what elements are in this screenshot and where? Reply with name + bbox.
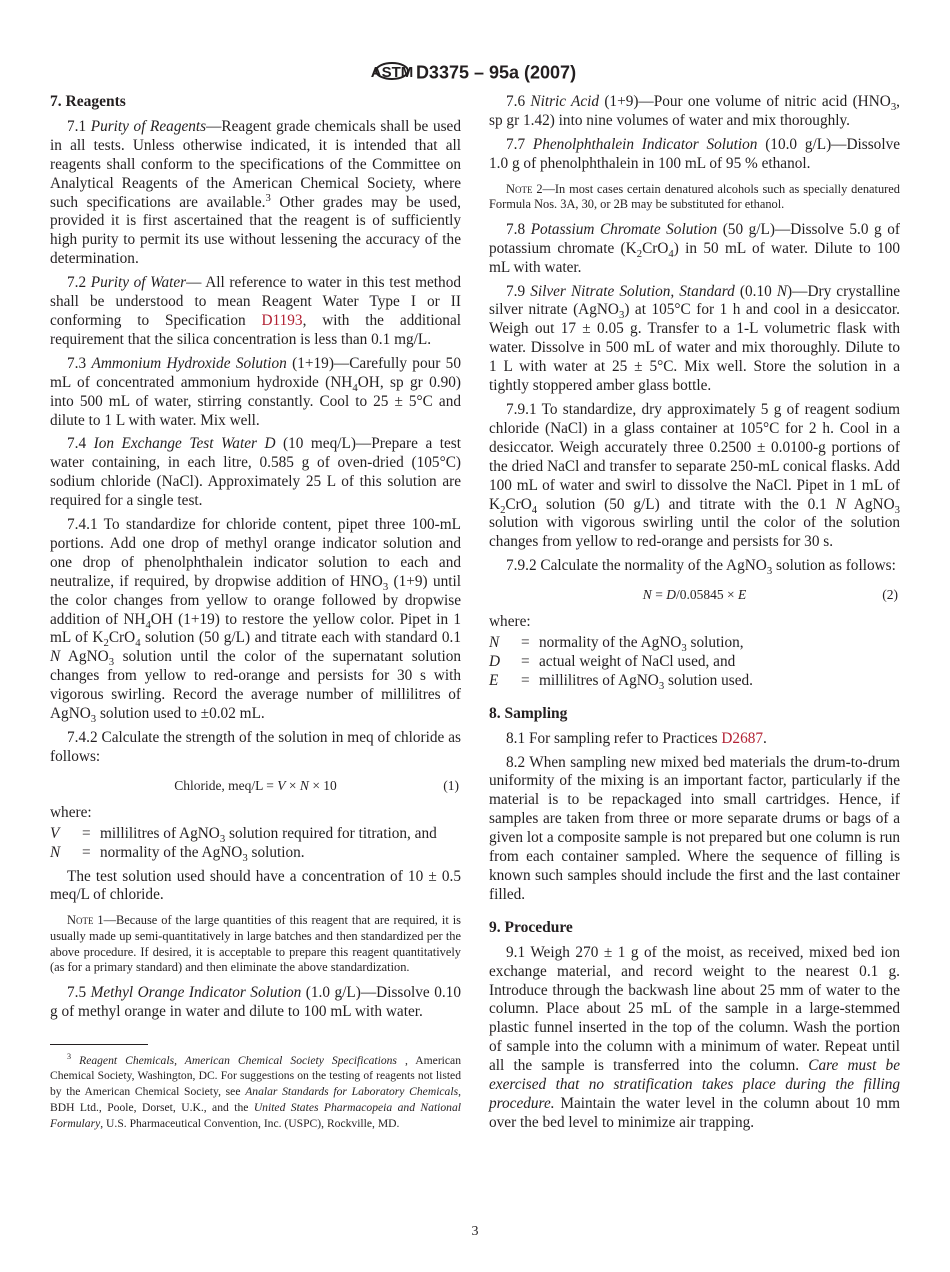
text-run: normality of the AgNO	[100, 843, 243, 861]
subscript: 3	[219, 832, 226, 845]
equation-1-expression	[50, 777, 461, 796]
italic-text: Ammonium Hydroxide Solution	[91, 354, 287, 372]
italic-text: V	[277, 777, 286, 793]
subscript: 3	[681, 642, 687, 655]
subscript: 3	[766, 565, 773, 578]
subscript: 3	[382, 580, 389, 593]
text-run: (50 g/L)—Dissolve 5.0 g of potassium chromate (K	[489, 220, 900, 257]
paragraph-7-8	[489, 221, 900, 278]
text-run: =	[651, 587, 667, 603]
text-run: solution until the color of the supernatant solution changes from yellow to red-orange and persists for 30 s with vigorous swirling. Record the average number of millilitres of AgNO	[50, 648, 461, 723]
subscript: 2	[500, 503, 506, 516]
italic-text: United States Pharmacopeia and National Formulary	[50, 1100, 461, 1130]
text-run: 9.1 Weigh 270 ± 1 g of the moist, as received, mixed bed ion exchange material, and record weight to the nearest 0.1 g. Introduce through the backwash line about 25 mm of water to the column. Place about 25 mL of the sample in a large-stemmed plastic funnel inserted in the top of the column. Wash the portion of sample into the column with a minimum of water. Repeat until all the sample is transferred into the column.	[489, 943, 900, 1075]
italic-text: Nitric Acid	[530, 93, 600, 110]
subscript: 3	[618, 309, 625, 322]
text-run: solution with vigorous swirling until the color of the solution changes from yellow to red-orange and persists for 30 s.	[489, 514, 900, 551]
definition-text	[100, 844, 461, 863]
text-run: , American Chemical Society, Washington, DC. For suggestions on the testing of reagents not listed by the American Chemical Society, see	[50, 1053, 461, 1099]
text-run: solution (50 g/L) and titrate each with standard 0.1	[140, 629, 461, 647]
text-run: The test solution used should have a concentration of 10 ± 0.5 meq/L of chloride.	[50, 867, 461, 904]
definition-row	[50, 825, 461, 844]
definition-text	[100, 825, 461, 844]
subscript: 3	[108, 656, 115, 669]
text-run: solution,	[686, 634, 744, 652]
text-run: , BDH Ltd., Poole, Dorset, U.K., and the	[50, 1085, 461, 1114]
definition-text	[539, 634, 900, 653]
paragraph-7-9	[489, 283, 900, 396]
text-run: )—Dry crystalline silver nitrate (AgNO	[489, 282, 901, 319]
text-run: solution.	[247, 843, 305, 861]
text-run: (1+19)—Carefully pour 50 mL of concentrated ammonium hydroxide (NH	[50, 354, 461, 391]
italic-text: N	[835, 495, 846, 513]
section-heading-procedure: 9. Procedure	[489, 918, 573, 936]
text-run: millilitres of AgNO	[539, 671, 659, 689]
paragraph-7-7	[489, 136, 900, 174]
subscript: 3	[242, 851, 248, 864]
text-run: 7.3	[67, 354, 92, 372]
text-run: 7.4.1 To standardize for chloride content, pipet three 100-mL portions. Add one drop of methyl orange indicator solution and one drop of phenolphthalein indicator solution to each and neutralize, if required, by dropwise addition of HNO	[50, 516, 461, 590]
text-run: Other grades may be used, provided it is first ascertained that the reagent is of sufficiently high purity to permit its use without lessening the accuracy of the determination.	[50, 193, 461, 268]
section-heading-sampling: 8. Sampling	[489, 704, 568, 722]
section-heading-reagents: 7. Reagents	[50, 93, 126, 110]
text-run: .	[763, 729, 767, 747]
text-run: (1+9)—Pour one volume of nitric acid (HNO	[599, 93, 891, 110]
definition-symbol: V	[50, 824, 60, 842]
text-run: , U.S. Pharmaceutical Convention, Inc. (USPC), Rockville, MD.	[100, 1116, 400, 1130]
text-run: , with the additional requirement that the silica concentration is less than 0.1 mg/L.	[50, 311, 461, 348]
paragraph-7-1	[50, 118, 461, 269]
text-run: Maintain the water level in the column about 10 mm over the bed level to minimize air trapping.	[489, 1094, 900, 1131]
text-run: /0.05845 ×	[675, 587, 738, 603]
document-link[interactable]: D2687	[721, 729, 764, 747]
equation-1-number: (1)	[443, 777, 459, 793]
text-run: solution as follows:	[772, 557, 896, 575]
subscript: 3	[890, 101, 897, 114]
note-2	[489, 182, 900, 213]
note-label: Note	[67, 913, 94, 928]
text-run: 7.5	[67, 983, 91, 1001]
where-label: where:	[489, 613, 531, 631]
italic-text: Phenolphthalein Indicator Solution	[532, 135, 758, 153]
text-run: 7.4	[67, 435, 94, 453]
definition-symbol: N	[489, 634, 500, 652]
astm-logo-icon	[370, 56, 414, 91]
paragraph-7-6	[489, 93, 900, 131]
subscript: 3	[894, 503, 900, 516]
text-run: 8.1 For sampling refer to Practices	[506, 729, 722, 747]
text-run: (1.0 g/L)—Dissolve 0.10 g of methyl orange in water and dilute to 100 mL with water.	[50, 983, 461, 1020]
text-run: OH (1+19) to restore the yellow color. Pipet in 1 mL of K	[50, 610, 461, 647]
text-run: solution required for titration, and	[225, 824, 437, 842]
paragraph-7-9-1	[489, 401, 900, 552]
text-run: 7.2	[67, 274, 91, 292]
text-run: 7.1	[67, 117, 91, 135]
where-label: where:	[50, 803, 92, 821]
designation: D3375 – 95a (2007)	[415, 62, 577, 83]
equation-1	[50, 777, 461, 796]
right-column	[489, 93, 900, 1138]
subscript: 4	[668, 247, 674, 260]
italic-text: Reagent Chemicals, American Chemical Society Specifications	[79, 1053, 397, 1067]
text-run: 7.8	[506, 220, 531, 238]
subscript: 4	[135, 637, 141, 650]
paragraph-7-4-2	[50, 729, 461, 767]
definition-text	[539, 653, 900, 672]
text-run: — All reference to water in this test method shall be understood to mean Reagent Water Type I or II conforming to Specification	[50, 274, 461, 329]
definition-row	[50, 844, 461, 863]
equals-sign: =	[521, 671, 530, 689]
definitions-2	[489, 634, 900, 691]
italic-text: Potassium Chromate Solution	[530, 220, 718, 238]
definitions-1	[50, 825, 461, 863]
subscript: 3	[90, 713, 97, 726]
subscript: 4	[531, 503, 538, 516]
paragraph-8-2	[489, 754, 900, 905]
paragraph-7-5	[50, 984, 461, 1022]
text-run: 1—Because of the large quantities of this reagent that are required, it is usually made up semi-quantitatively in large batches and then standardized per the above procedure. If desired, it is acceptable to prepare this reagent quantitatively (as for a primary standard) and then eliminate the above standardization.	[50, 913, 461, 975]
text-run	[71, 1054, 79, 1067]
paragraph-8-1	[489, 730, 900, 749]
subscript: 2	[636, 247, 643, 260]
text-run: 7.9	[506, 282, 531, 300]
text-run: (0.10	[734, 282, 777, 300]
italic-text: Purity of Reagents	[90, 117, 207, 135]
italic-text: Silver Nitrate Solution, Standard	[530, 282, 735, 300]
text-run: (10 meq/L)—Prepare a test water containing, in each litre, 0.585 g of oven-dried (105°C) sodium chloride (NaCl). Approximately 25 L of this solution are required for a single test.	[50, 435, 461, 510]
text-run: × 10	[308, 777, 337, 793]
text-run: 7.4.2 Calculate the strength of the solution in meq of chloride as follows:	[50, 729, 461, 765]
text-run: , sp gr 1.42) into nine volumes of water and mix thoroughly.	[489, 93, 900, 129]
italic-text: Methyl Orange Indicator Solution	[90, 983, 302, 1001]
definition-symbol: D	[489, 652, 501, 670]
equals-sign: =	[82, 824, 91, 842]
text-run: ×	[285, 777, 300, 793]
note-label: Note	[506, 181, 533, 196]
paragraph-7-2	[50, 274, 461, 350]
italic-text: N	[776, 282, 788, 300]
italic-text: Ion Exchange Test Water D	[93, 435, 276, 453]
text-run: (10.0 g/L)—Dissolve 1.0 g of phenolphthalein in 100 mL of 95 % ethanol.	[489, 135, 901, 172]
definition-symbol: E	[489, 671, 499, 689]
text-run: (1+9) until the color changes from yellow to orange followed by dropwise addition of NH	[50, 572, 461, 628]
subscript: 4	[352, 381, 358, 394]
text-run: 7.9.2 Calculate the normality of the AgNO	[506, 557, 767, 575]
subscript: 2	[103, 637, 109, 650]
definition-row	[489, 672, 900, 691]
subscript: 4	[145, 618, 151, 631]
text-run: CrO	[108, 629, 136, 647]
paragraph-7-4	[50, 435, 461, 511]
italic-text: N	[299, 777, 309, 793]
italic-text: N	[642, 587, 652, 603]
equals-sign: =	[521, 652, 530, 670]
text-run: solution used to ±0.02 mL.	[96, 705, 265, 723]
italic-text: Analar Standards for Laboratory Chemicals	[245, 1085, 459, 1099]
italic-text: E	[737, 587, 747, 603]
text-run: AgNO	[60, 648, 109, 666]
text-run: 7.7	[506, 135, 533, 153]
italic-text: N	[50, 648, 61, 666]
equation-2-expression	[489, 586, 900, 605]
text-run: normality of the AgNO	[539, 634, 682, 652]
equals-sign: =	[521, 634, 530, 652]
text-run: 7.9.1 To standardize, dry approximately 5 g of reagent sodium chloride (NaCl) in a glass container at 105°C for 2 h. Cool in a desiccator. Weigh accurately three 0.2500 ± 0.0100-g portions of the dried NaCl and transfer to separate 250-mL conical flasks. Add 100 mL of water and swirl to dissolve the NaCl. Pipet in 1 mL of K	[489, 400, 900, 513]
equation-2	[489, 586, 900, 605]
text-run: —Reagent grade chemicals shall be used in all tests. Unless otherwise indicated, it is intended that all reagents shall conform to the specifications of the Committee on Analytical Reagents of the American Chemical Society, where such specifications are available.	[50, 117, 461, 211]
paragraph-concentration	[50, 868, 461, 906]
definition-row	[489, 653, 900, 672]
document-header	[0, 56, 950, 91]
footnote-divider	[50, 1044, 148, 1045]
superscript: 3	[265, 191, 271, 204]
text-run: 2—In most cases certain denatured alcohols such as specially denatured Formula Nos. 3A, 30, or 2B may be substituted for ethanol.	[489, 181, 900, 212]
paragraph-7-9-2	[489, 557, 900, 576]
paragraph-7-3	[50, 355, 461, 431]
footnote-3	[50, 1053, 461, 1132]
italic-text: Purity of Water	[90, 274, 187, 292]
definition-text	[539, 672, 900, 691]
left-column	[50, 93, 461, 1132]
text-run: 8.2 When sampling new mixed bed materials the drum-to-drum uniformity of the mixing is an important factor, particularly if the material is to be repackaged into small cartridges. Hence, if samples are taken from three or more separate drums or bags of a given lot a composite sample is not prepared but one column is run from each container sampled. Where the sequence of filling is known such samples should include the first and the last container filled.	[489, 753, 900, 903]
text-run: CrO	[505, 495, 532, 513]
superscript: 3	[67, 1051, 72, 1061]
text-run: AgNO	[845, 495, 895, 513]
paragraph-7-4-1	[50, 516, 461, 724]
text-run: CrO	[642, 239, 669, 257]
text-run: 7.6	[506, 93, 531, 110]
text-run: actual weight of NaCl used, and	[539, 652, 736, 670]
text-run: solution (50 g/L) and titrate with the 0.1	[537, 495, 836, 513]
note-1	[50, 913, 461, 975]
document-link[interactable]: D1193	[261, 311, 303, 329]
equals-sign: =	[82, 843, 91, 861]
equation-2-number: (2)	[882, 587, 898, 603]
italic-text: Care must be exercised that no stratification takes place during the filling procedure.	[489, 1057, 900, 1112]
italic-text: D	[666, 587, 676, 603]
text-run: ) at 105°C for 1 h and cool in a desiccator. Weigh out 17 ± 0.05 g. Transfer to a 1-L volumetric flask with water. Dissolve in 500 mL of water and mix thoroughly. Dilute to 1 L with water at 25 ± 5°C. Mix well. Store the solution in a tightly stoppered amber glass bottle.	[489, 301, 900, 395]
subscript: 3	[658, 679, 665, 692]
definition-row	[489, 634, 900, 653]
text-run: millilitres of AgNO	[100, 824, 220, 842]
svg-text:ASTM: ASTM	[370, 64, 414, 81]
text-run: OH, sp gr 0.90) into 500 mL of water, stirring constantly. Cool to 25 ± 5°C and dilute to 1 L with water. Mix well.	[50, 373, 461, 429]
definition-symbol: N	[50, 843, 61, 861]
text-run: solution used.	[664, 671, 753, 689]
text-run: Chloride, meq/L =	[174, 777, 278, 793]
paragraph-9-1	[489, 944, 900, 1133]
page-number: 3	[471, 1224, 479, 1239]
text-run: ) in 50 mL of water. Dilute to 100 mL with water.	[489, 239, 900, 276]
